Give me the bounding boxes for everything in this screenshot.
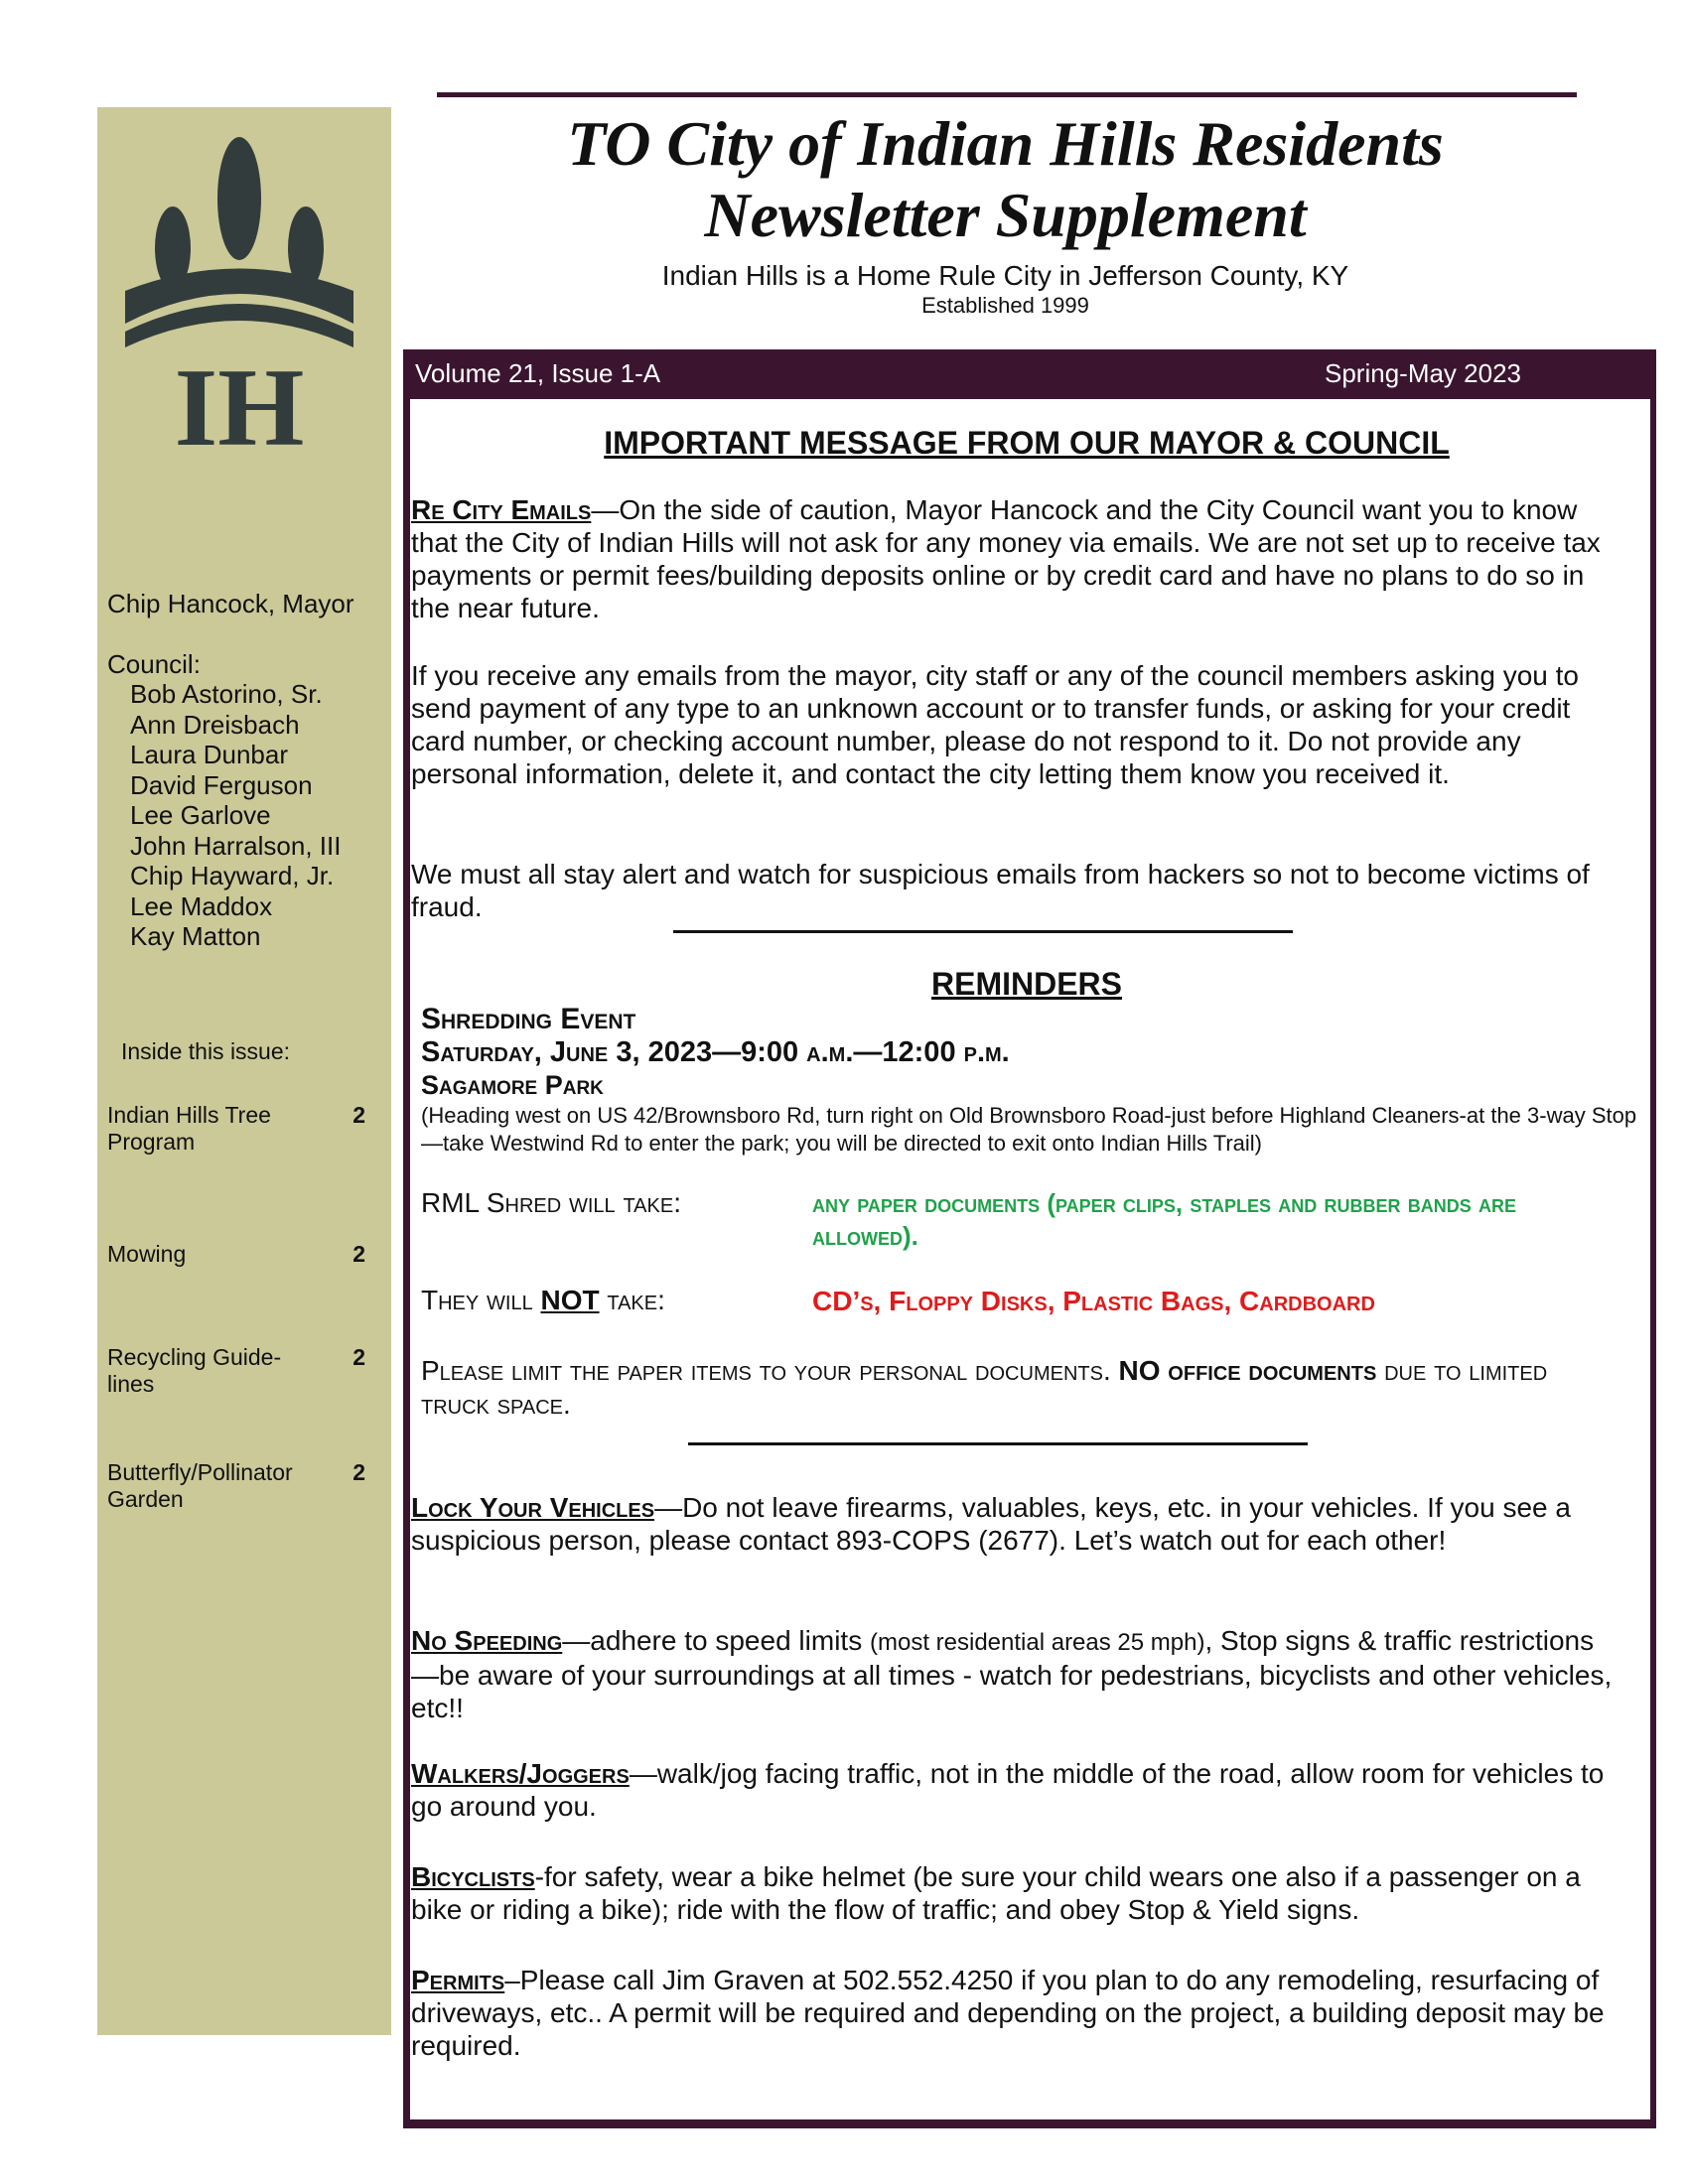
tip-text: -for safety, wear a bike helmet (be sure your child wears one also if a passenger on a bike or riding a bike); ride with the flow of traffic; and obey Stop & Yield signs.	[411, 1861, 1581, 1925]
tip-text: —Do not leave firearms, valuables, keys, etc. in your vehicles. If you see a suspicious person, please contact 893-COPS (2677). Let’s watch out for each other!	[411, 1492, 1571, 1556]
volume-issue: Volume 21, Issue 1-A	[415, 358, 661, 388]
sidebar	[97, 107, 391, 2035]
logo-letters: IH	[174, 346, 305, 445]
council-member: Lee Garlove	[130, 800, 271, 830]
city-logo	[125, 137, 353, 445]
volume-bar	[403, 349, 1656, 399]
newsletter-subtitle-title: Newsletter Supplement	[704, 180, 1307, 250]
toc-item[interactable]	[107, 1241, 365, 1268]
tip-no-speeding	[411, 1624, 1613, 1724]
mayor-name: Chip Hancock, Mayor	[107, 589, 354, 618]
council-member: Kay Matton	[130, 921, 261, 951]
tip-bicyclists	[411, 1860, 1613, 1926]
tip-small: (most residential areas 25 mph)	[869, 1629, 1205, 1656]
tip-label: No Speeding	[411, 1625, 563, 1656]
toc-item[interactable]	[107, 1102, 365, 1156]
section-divider	[688, 1442, 1308, 1445]
council-member: John Harralson, III	[130, 830, 342, 861]
tip-text: , Stop signs & traffic restrictions—be aware of your surroundings at all times - watch for pedestrians, bicyclists and other vehicles, etc!!	[411, 1625, 1613, 1723]
city-tagline: Indian Hills is a Home Rule City in Jefferson County, KY	[661, 260, 1349, 291]
reminders-heading: REMINDERS	[930, 966, 1122, 1002]
toc-item-title: Mowing	[107, 1241, 187, 1267]
emails-paragraph-3: We must all stay alert and watch for suspicious emails from hackers so not to become victims of fraud.	[411, 859, 1590, 922]
limit-note-a: Please limit the paper items to your personal documents.	[421, 1355, 1119, 1386]
tip-walkers	[411, 1757, 1613, 1823]
tip-label: Walkers/Joggers	[411, 1758, 630, 1789]
council-member: Ann Dreisbach	[130, 709, 300, 740]
event-date: Saturday, June 3, 2023—9:00 a.m.—12:00 p.m.	[421, 1036, 1010, 1068]
toc-item-title: Indian Hills Tree Program	[107, 1102, 271, 1155]
content-border-right	[1650, 399, 1656, 2128]
emails-text: —On the side of caution, Mayor Hancock and the City Council want you to know that the City of Indian Hills will not ask for any money via emails. We are not set up to receive tax payments or permit fees/building deposits online or by credit card and have no plans to do so in the near future.	[411, 494, 1601, 623]
limit-note	[421, 1354, 1553, 1422]
will-not-take-label-a: They will	[421, 1285, 541, 1315]
top-rule	[437, 92, 1577, 97]
event-directions: (Heading west on US 42/Brownsboro Rd, turn right on Old Brownsboro Road-just before Highland Cleaners-at the 3-way Stop—take Westwind Rd to enter the park; you will be directed to exit onto Indian Hills Trail)	[421, 1103, 1637, 1156]
content-border-left	[403, 399, 410, 2126]
will-take-value: any paper documents (paper clips, staples and rubber bands are allowed).	[812, 1188, 1516, 1251]
message-heading: IMPORTANT MESSAGE FROM OUR MAYOR & COUNCIL	[604, 425, 1450, 461]
council-member: Chip Hayward, Jr.	[130, 861, 335, 890]
council-member: Lee Maddox	[130, 890, 273, 921]
event-title: Shredding Event	[421, 1003, 636, 1035]
limit-note-c: due to limited truck space.	[421, 1355, 1548, 1420]
emails-label: Re City Emails	[411, 494, 592, 525]
tip-lead: —adhere to speed limits	[562, 1625, 870, 1656]
will-not-take-label	[421, 1285, 665, 1316]
toc-item-page: 2	[352, 1241, 365, 1267]
tip-label: Bicyclists	[411, 1861, 535, 1892]
emails-paragraph	[411, 493, 1613, 624]
will-take-label: RML Shred will take:	[421, 1187, 681, 1218]
toc-item[interactable]	[107, 1459, 365, 1513]
tip-lock-vehicles	[411, 1491, 1613, 1557]
section-divider	[673, 930, 1293, 933]
toc-item[interactable]	[107, 1344, 365, 1398]
officials-list	[107, 589, 354, 952]
issue-date: Spring-May 2023	[1325, 358, 1521, 388]
emails-paragraph-2: If you receive any emails from the mayor, city staff or any of the council members asking you to send payment of any type to an unknown account or to transfer funds, or asking for your credit card number, or checking account number, please do not respond to it. Do not provide any personal information, delete it, and contact the city letting them know you received it.	[411, 660, 1579, 789]
tip-label: Lock Your Vehicles	[411, 1492, 655, 1523]
toc-item-title: Recycling Guide-lines	[107, 1344, 282, 1397]
council-label: Council:	[107, 648, 201, 679]
inside-issue-title: Inside this issue:	[121, 1038, 291, 1064]
event-place: Sagamore Park	[421, 1070, 604, 1100]
toc-item-page: 2	[352, 1102, 365, 1128]
toc-item-page: 2	[352, 1459, 365, 1485]
council-member: Laura Dunbar	[130, 740, 288, 769]
council-member: Bob Astorino, Sr.	[130, 679, 323, 709]
tip-label: Permits	[411, 1965, 505, 1995]
toc-item-page: 2	[352, 1344, 365, 1370]
content-border-bottom	[403, 2119, 1656, 2128]
toc-item-title: Butterfly/Pollinator Garden	[107, 1459, 293, 1512]
not-emphasis: NOT	[540, 1285, 600, 1315]
council-member: David Ferguson	[130, 769, 313, 800]
will-not-take-value: CD’s, Floppy Disks, Plastic Bags, Cardboard	[812, 1286, 1375, 1316]
tip-permits	[411, 1964, 1613, 2062]
established-line: Established 1999	[921, 293, 1089, 318]
newsletter-title: TO City of Indian Hills Residents	[567, 108, 1444, 179]
limit-note-b: NO office documents	[1118, 1355, 1377, 1386]
tip-text: –Please call Jim Graven at 502.552.4250 if you plan to do any remodeling, resurfacing of driveways, etc.. A permit will be required and depending on the project, a building deposit may be required.	[411, 1965, 1605, 2061]
tip-text: —walk/jog facing traffic, not in the middle of the road, allow room for vehicles to go around you.	[411, 1758, 1605, 1822]
will-not-take-label-c: take:	[599, 1285, 665, 1315]
